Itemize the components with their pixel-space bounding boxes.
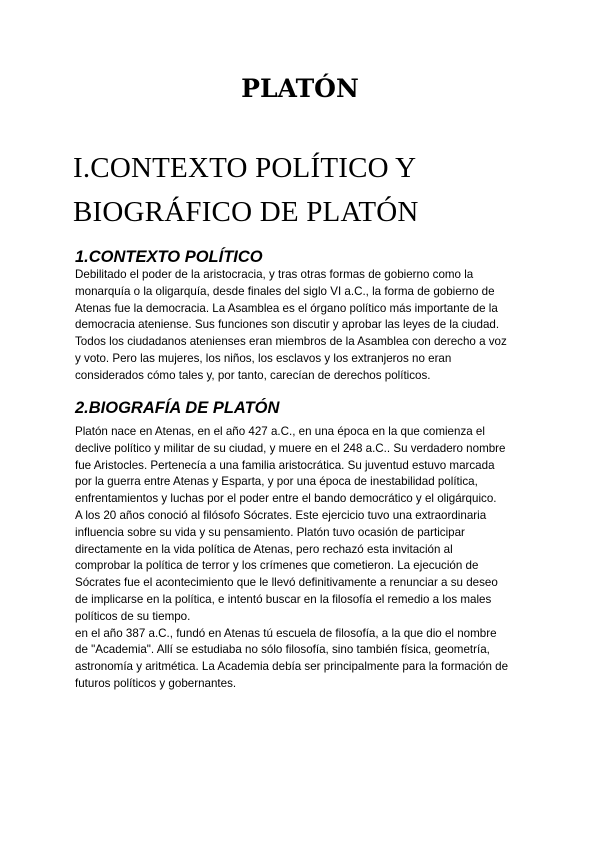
text-line: de "Academia". Allí se estudiaba no sólo filosofía, sino también física, geometría, (75, 643, 490, 657)
section-title-line-2: BIOGRÁFICO DE PLATÓN (73, 196, 419, 228)
section-title (73, 146, 419, 234)
text-line: Todos los ciudadanos atenienses eran miembros de la Asamblea con derecho a voz (75, 335, 507, 349)
text-line: astronomía y aritmética. La Academia debía ser principalmente para la formación de (75, 660, 509, 674)
text-line: declive político y militar de su ciudad, y muere en el 248 a.C.. Su verdadero nombre (75, 441, 506, 455)
text-line: directamente en la vida política de Atenas, pero rechazó esta invitación al (75, 542, 453, 556)
text-line: Sócrates fue el acontecimiento que le llevó definitivamente a renunciar a su deseo (75, 576, 498, 590)
text-line: considerados cómo tales y, por tanto, carecían de derechos políticos. (75, 368, 431, 382)
subheading-biografia: 2.BIOGRAFÍA DE PLATÓN (75, 399, 280, 417)
text-line: comprobar la política de terror y los crímenes que cometieron. La ejecución de (75, 559, 479, 573)
paragraph-contexto-politico (75, 267, 535, 385)
text-line: democracia ateniense. Sus funciones son discutir y aprobar las leyes de la ciudad. (75, 318, 500, 332)
text-line: fue Aristocles. Pertenecía a una familia aristocrática. Su juventud estuvo marcada (75, 458, 495, 472)
paragraph-biografia (75, 424, 535, 693)
text-line: y voto. Pero las mujeres, los niños, los esclavos y los extranjeros no eran (75, 351, 452, 365)
text-line: Debilitado el poder de la aristocracia, y tras otras formas de gobierno como la (75, 268, 474, 281)
text-line: políticos de su tiempo. (75, 609, 191, 623)
subheading-contexto-politico: 1.CONTEXTO POLÍTICO (75, 248, 263, 266)
text-line: Atenas fue la democracia. La Asamblea es el órgano político más importante de la (75, 301, 498, 315)
text-line: influencia sobre su vida y su pensamiento. Platón tuvo ocasión de participar (75, 525, 465, 539)
text-line: por la guerra entre Atenas y Esparta, y por una época de inestabilidad política, (75, 475, 478, 489)
document-title: PLATÓN (241, 74, 359, 103)
text-line: A los 20 años conoció al filósofo Sócrates. Este ejercicio tuvo una extraordinaria (75, 508, 487, 522)
section-title-line-1: I.CONTEXTO POLÍTICO Y (73, 152, 417, 184)
text-line: de implicarse en la política, e intentó buscar en la filosofía el remedio a los males (75, 592, 492, 606)
text-line: futuros políticos y gobernantes. (75, 676, 237, 690)
text-line: enfrentamientos y luchas por el poder entre el bando democrático y el oligárquico. (75, 492, 497, 506)
text-line: en el año 387 a.C., fundó en Atenas tú escuela de filosofía, a la que dio el nombre (75, 626, 497, 640)
text-line: monarquía o la oligarquía, desde finales del siglo VI a.C., la forma de gobierno de (75, 284, 495, 298)
text-line: Platón nace en Atenas, en el año 427 a.C., en una época en la que comienza el (75, 425, 485, 438)
